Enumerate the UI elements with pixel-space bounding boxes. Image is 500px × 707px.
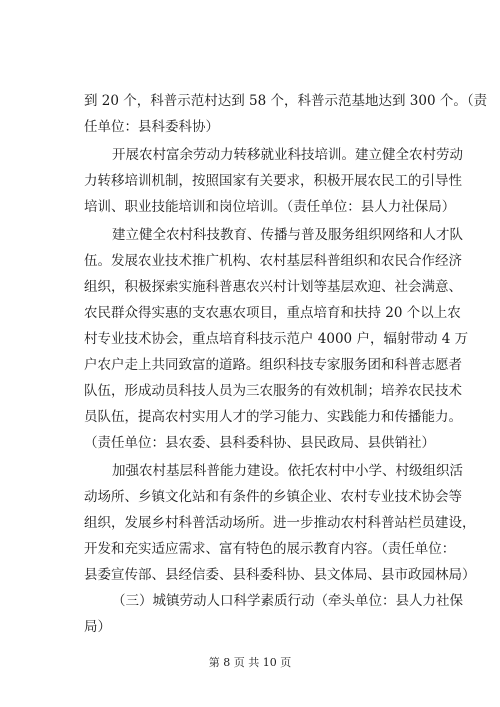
text-line: 动场所、乡镇文化站和有条件的乡镇企业、农村专业技术协会等 [84, 489, 462, 505]
text-line: 组织，积极探索实施科普惠农兴村计划等基层欢迎、社会满意、 [84, 279, 462, 295]
text-line: 开发和充实适应需求、富有特色的展示教育内容。（责任单位： [84, 541, 456, 557]
text-line: 农民群众得实惠的支农惠农项目，重点培育和扶持 20 个以上农 [84, 305, 461, 321]
text-line: 任单位：县科委科协） [84, 119, 219, 135]
text-line: 伍。发展农业技术推广机构、农村基层科普组织和农民合作经济 [84, 253, 462, 269]
paragraph-start-line: 建立健全农村科技教育、传播与普及服务组织网络和人才队 [112, 227, 463, 243]
page-number-footer: 第 8 页 共 10 页 [208, 656, 292, 669]
text-line: 员队伍，提高农村实用人才的学习能力、实践能力和传播能力。 [84, 409, 462, 425]
text-line: 县委宣传部、县经信委、县科委科协、县文体局、县市政园林局） [84, 567, 476, 583]
paragraph-start-line: 加强农村基层科普能力建设。依托农村中小学、村级组织活 [112, 463, 463, 479]
section-heading-line: （三）城镇劳动人口科学素质行动（牵头单位：县人力社保 [112, 593, 463, 609]
text-line: 村专业技术协会，重点培育科技示范户 4000 户，辐射带动 4 万 [84, 331, 469, 347]
text-line: 到 20 个，科普示范村达到 58 个，科普示范基地达到 300 个。（责 [84, 93, 488, 109]
text-line: 培训、职业技能培训和岗位培训。（责任单位：县人力社保局） [84, 199, 456, 215]
paragraph-start-line: 开展农村富余劳动力转移就业科技培训。建立健全农村劳动 [112, 147, 463, 163]
text-line: 组织，发展乡村科普活动场所。进一步推动农村科普站栏员建设， [84, 515, 476, 531]
text-line: （责任单位：县农委、县科委科协、县民政局、县供销社） [84, 435, 435, 451]
text-line: 队伍，形成动员科技人员为三农服务的有效机制；培养农民技术 [84, 383, 462, 399]
text-line: 户农户走上共同致富的道路。组织科技专家服务团和科普志愿者 [84, 357, 462, 373]
text-line: 力转移培训机制，按照国家有关要求，积极开展农民工的引导性 [84, 173, 462, 189]
section-heading-line: 局） [84, 619, 111, 635]
